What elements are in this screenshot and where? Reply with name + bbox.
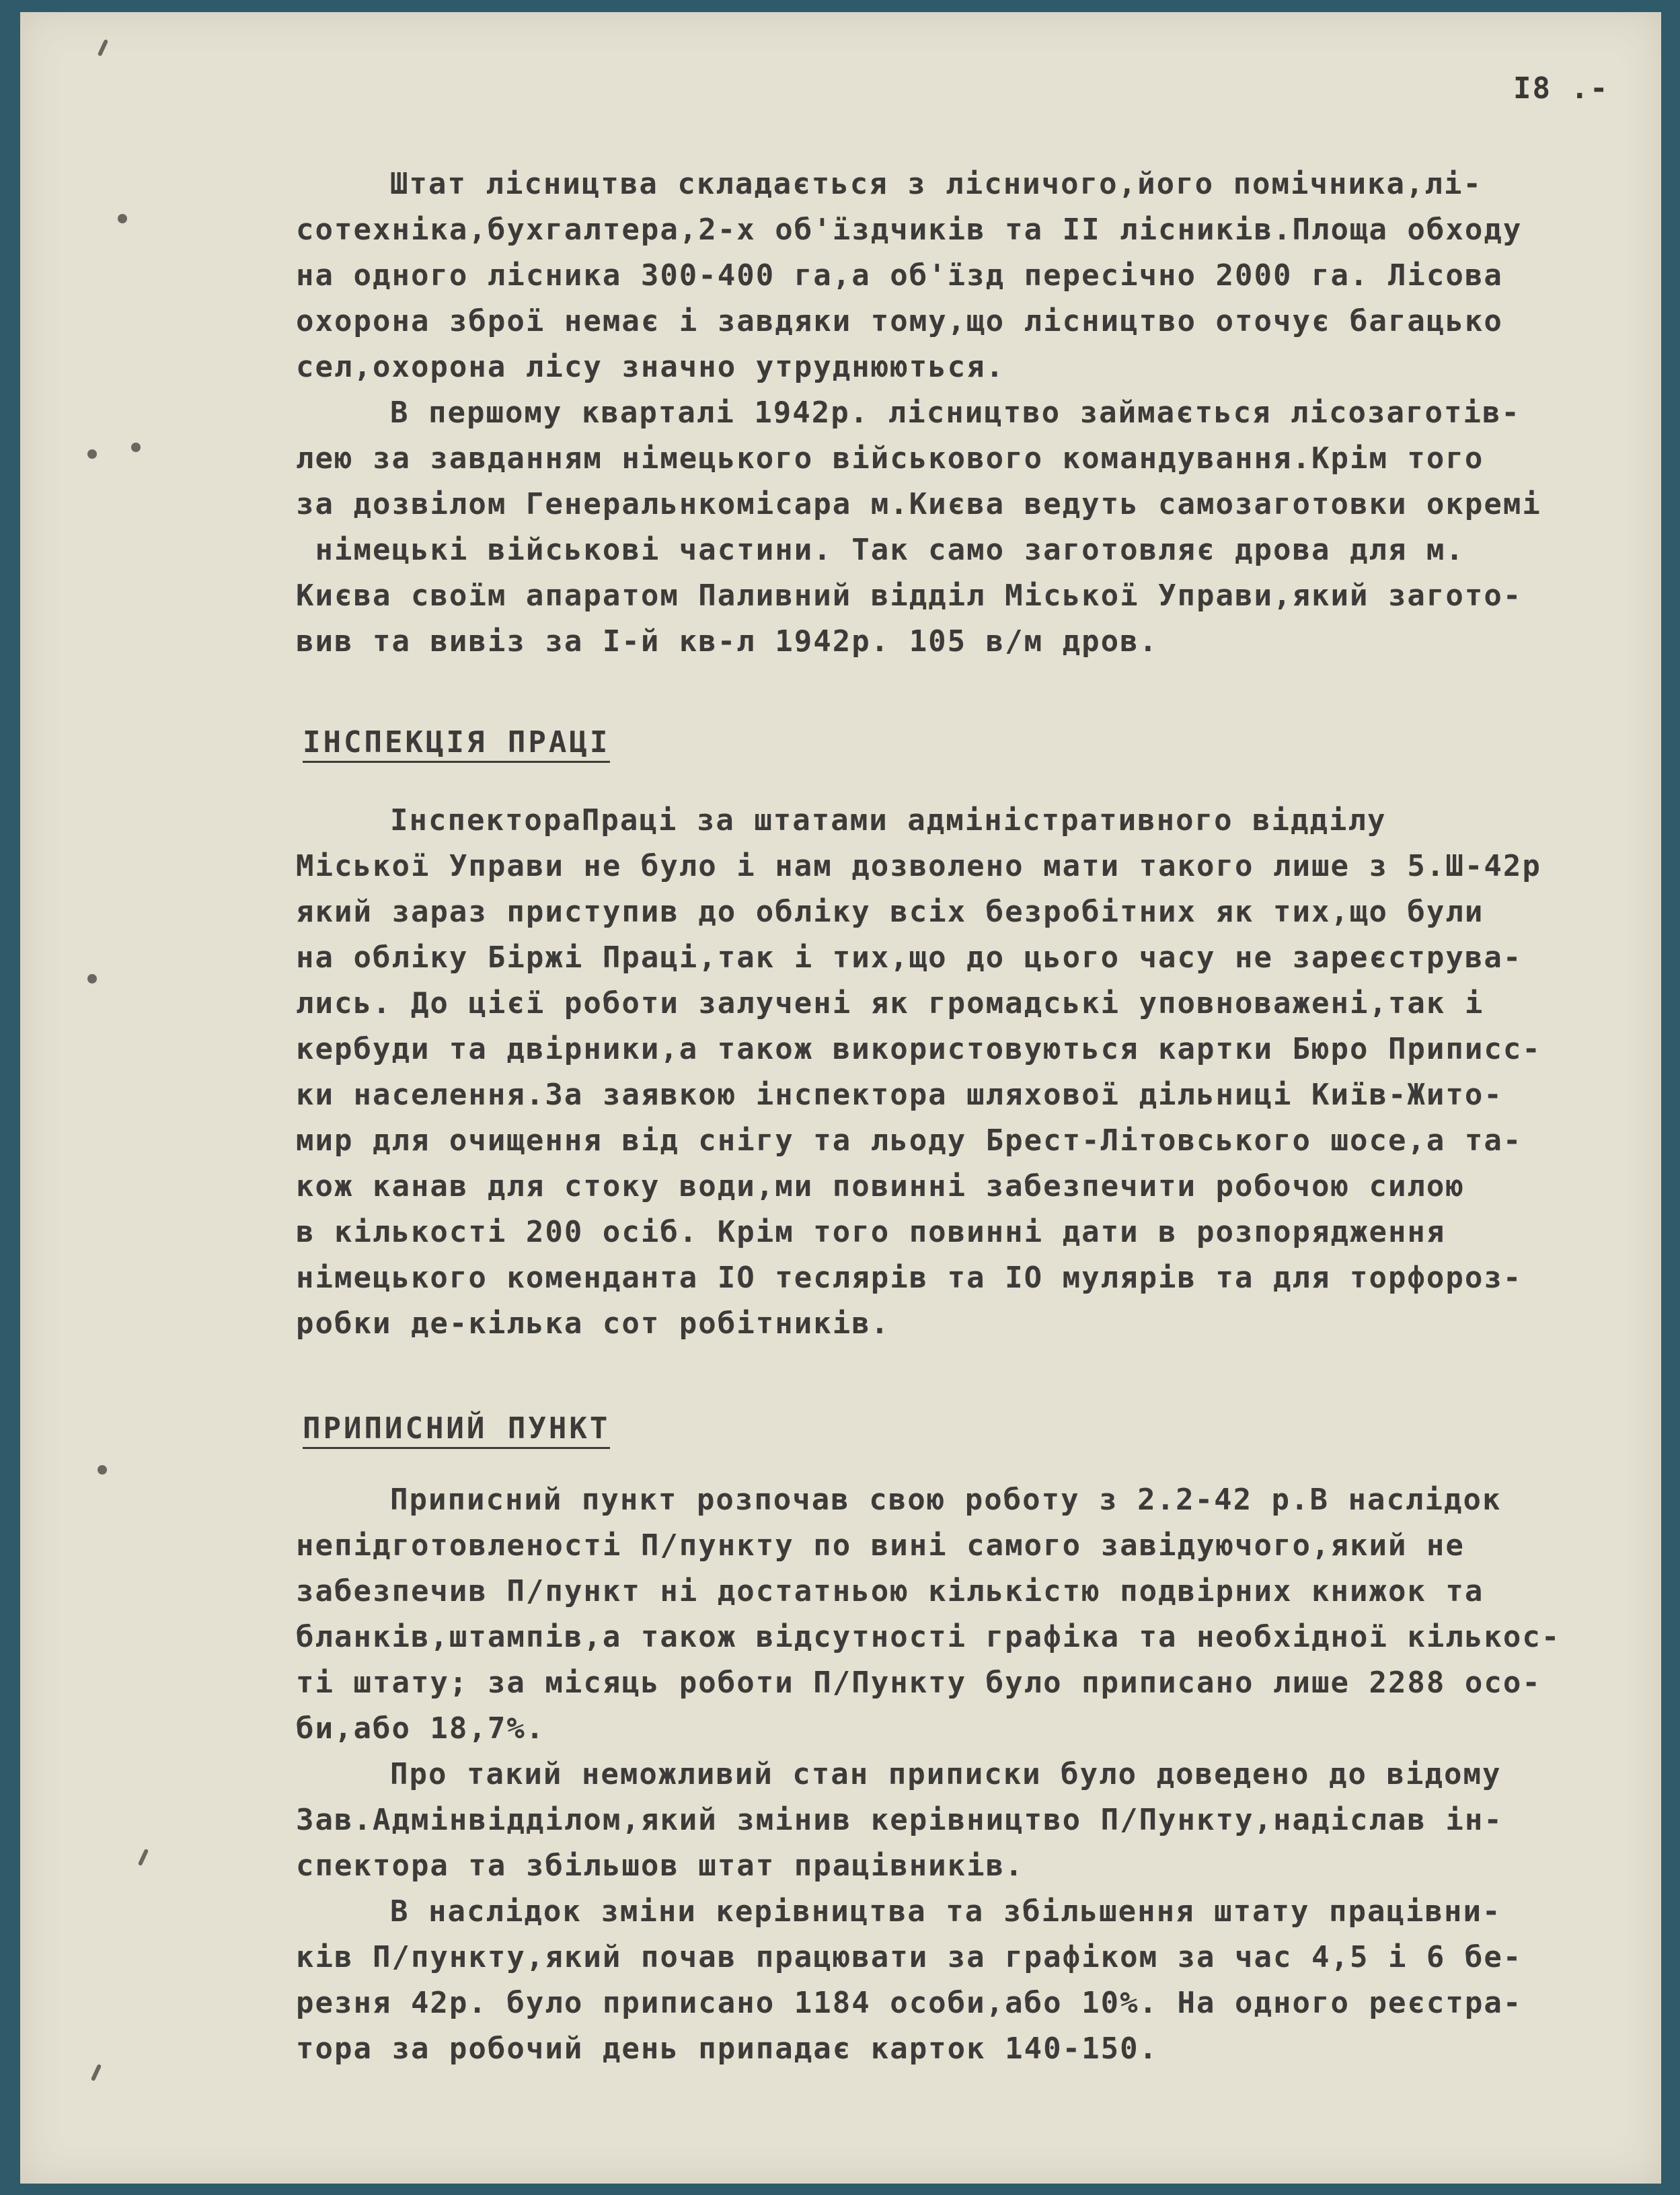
text-line: за дозвілом Генеральнкомісара м.Києва ведуть самозаготовки окремі xyxy=(296,487,1541,521)
text-line: німецького коменданта IO теслярів та IO мулярів та для торфороз- xyxy=(296,1261,1523,1295)
text-line: непідготовленості П/пункту по вині самого завідуючого,який не xyxy=(296,1528,1465,1563)
labor-paragraph xyxy=(296,798,1634,1347)
text-line: на обліку Біржі Праці,так і тих,що до цього часу не зареєструва- xyxy=(296,940,1523,975)
margin-mark xyxy=(98,39,108,57)
text-line: німецькі військові частини. Так само заготовляє дрова для м. xyxy=(296,533,1465,567)
text-line: кож канав для стоку води,ми повинні забезпечити робочою силою xyxy=(296,1169,1465,1203)
text-line: охорона зброї немає і завдяки тому,що лісництво оточує багацько xyxy=(296,304,1503,338)
text-line: робки де-кілька сот робітників. xyxy=(296,1306,890,1341)
text-line: В наслідок зміни керівництва та збільшення штату працівни- xyxy=(390,1894,1502,1929)
scan-frame-bottom xyxy=(0,2184,1680,2195)
binding-hole xyxy=(98,1465,107,1475)
text-line: В першому кварталі 1942р. лісництво займається лісозаготів- xyxy=(390,396,1521,430)
scan-frame-right xyxy=(1661,0,1680,2195)
text-line: Зав.Адмінвідділом,який змінив керівництво П/Пункту,надіслав ін- xyxy=(296,1803,1503,1837)
scan-frame-left xyxy=(0,0,20,2195)
margin-mark xyxy=(138,1849,149,1866)
margin-mark xyxy=(91,2064,102,2081)
text-line: в кількості 200 осіб. Крім того повинні дати в розпорядження xyxy=(296,1215,1446,1249)
text-line: Міської Управи не було і нам дозволено мати такого лише з 5.Ш-42р xyxy=(296,849,1541,883)
text-line: ків П/пункту,який почав працювати за графіком за час 4,5 і 6 бе- xyxy=(296,1940,1523,1974)
text-line: бланків,штампів,а також відсутності графіка та необхідної кількос- xyxy=(296,1620,1561,1654)
registration-paragraphs xyxy=(296,1477,1634,2072)
text-line: ки населення.За заявкою інспектора шляхової дільниці Київ-Жито- xyxy=(296,1078,1503,1112)
text-line: Приписний пункт розпочав свою роботу з 2.2-42 р.В наслідок xyxy=(390,1483,1502,1517)
text-line: тора за робочий день припадає карток 140-150. xyxy=(296,2032,1159,2066)
binding-hole xyxy=(118,214,127,223)
text-line: який зараз приступив до обліку всіх безробітних як тих,що були xyxy=(296,895,1484,929)
section-heading-labor-inspection: ІНСПЕКЦІЯ ПРАЦІ xyxy=(303,725,610,763)
text-line: Про такий неможливий стан приписки було доведено до відому xyxy=(390,1757,1502,1791)
text-line: кербуди та двірники,а також використовуються картки Бюро Приписс- xyxy=(296,1032,1541,1066)
text-line: сотехніка,бухгалтера,2-х об'їздчиків та II лісників.Площа обходу xyxy=(296,213,1523,247)
binding-hole xyxy=(131,443,141,452)
text-line: лею за завданням німецького військового командування.Крім того xyxy=(296,441,1484,476)
text-line: на одного лісника 300-400 га,а об'їзд пересічно 2000 га. Лісова xyxy=(296,258,1503,293)
text-line: Штат лісництва складається з лісничого,його помічника,лі- xyxy=(390,167,1482,201)
scan-frame-top xyxy=(0,0,1680,12)
text-line: забезпечив П/пункт ні достатньою кількістю подвірних книжок та xyxy=(296,1574,1484,1608)
text-line: мир для очищення від снігу та льоду Брест-Літовського шосе,а та- xyxy=(296,1123,1523,1158)
text-line: би,або 18,7%. xyxy=(296,1711,545,1746)
text-line: ІнспектораПраці за штатами адміністративного відділу xyxy=(390,803,1387,838)
text-line: лись. До цієї роботи залучені як громадські уповноважені,так і xyxy=(296,986,1484,1020)
text-line: ті штату; за місяць роботи П/Пункту було приписано лише 2288 осо- xyxy=(296,1666,1541,1700)
document-page xyxy=(20,12,1661,2184)
text-line: резня 42р. було приписано 1184 особи,або 10%. На одного реєстра- xyxy=(296,1986,1523,2020)
page-number: I8 .- xyxy=(1513,71,1609,106)
text-line: спектора та збільшов штат працівників. xyxy=(296,1849,1024,1883)
text-line: сел,охорона лісу значно утруднюються. xyxy=(296,350,1005,384)
binding-hole xyxy=(87,974,97,983)
text-line: Києва своїм апаратом Паливний відділ Міської Управи,який загото- xyxy=(296,579,1523,613)
section-heading-registration-point: ПРИПИСНИЙ ПУНКТ xyxy=(303,1411,610,1449)
text-line: вив та вивіз за I-й кв-л 1942р. 105 в/м дров. xyxy=(296,624,1159,659)
binding-hole xyxy=(87,449,97,459)
intro-paragraphs xyxy=(296,161,1634,665)
